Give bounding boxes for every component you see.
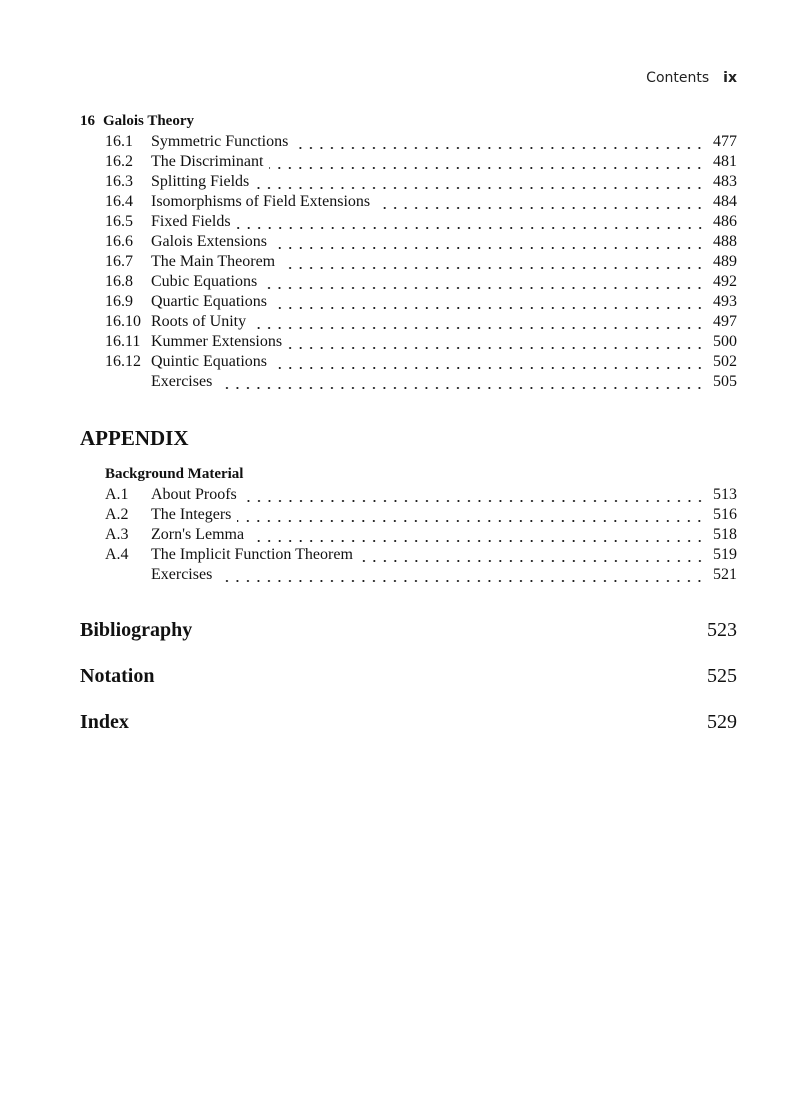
entry-page: 483 — [713, 173, 737, 190]
entry-title: Splitting Fields — [151, 173, 250, 190]
entry-title: Fixed Fields — [151, 213, 231, 230]
toc-entry[interactable] — [105, 372, 737, 392]
entry-page: 497 — [713, 313, 737, 330]
dot-leader — [269, 152, 705, 172]
entry-title: The Discriminant — [151, 153, 264, 170]
entry-number: 16.11 — [105, 333, 141, 350]
toc-entry[interactable] — [105, 545, 737, 565]
entry-page: 502 — [713, 353, 737, 370]
entry-number: 16.3 — [105, 173, 133, 190]
entry-page: 513 — [713, 486, 737, 503]
entry-number: 16.2 — [105, 153, 133, 170]
entry-page: 493 — [713, 293, 737, 310]
entry-page: 500 — [713, 333, 737, 350]
entry-page: 518 — [713, 526, 737, 543]
toc-index[interactable] — [80, 711, 737, 734]
dot-leader — [255, 172, 705, 192]
entry-title: Roots of Unity — [151, 313, 247, 330]
entry-number: 16.7 — [105, 253, 133, 270]
toc-entry[interactable] — [105, 192, 737, 212]
toc-entry[interactable] — [105, 272, 737, 292]
dot-leader — [263, 272, 705, 292]
entry-page: 519 — [713, 546, 737, 563]
dot-leader — [243, 485, 705, 505]
entry-number: 16.9 — [105, 293, 133, 310]
back-matter-title: Bibliography — [80, 619, 193, 641]
running-header — [646, 70, 737, 86]
toc-entry[interactable] — [105, 525, 737, 545]
back-matter-page: 525 — [707, 665, 737, 687]
appendix-heading: APPENDIX — [80, 426, 189, 450]
toc-entry[interactable] — [105, 312, 737, 332]
entry-page: 492 — [713, 273, 737, 290]
entry-number: A.2 — [105, 506, 129, 523]
dot-leader — [273, 232, 705, 252]
entry-number: 16.4 — [105, 193, 133, 210]
toc-notation[interactable] — [80, 665, 737, 688]
entry-number: 16.6 — [105, 233, 133, 250]
toc-entry[interactable] — [105, 152, 737, 172]
entry-number: 16.8 — [105, 273, 133, 290]
toc-entry[interactable] — [105, 565, 737, 585]
entry-title: Exercises — [151, 566, 213, 583]
entry-number: 16.5 — [105, 213, 133, 230]
entry-page: 489 — [713, 253, 737, 270]
entry-page: 481 — [713, 153, 737, 170]
entry-number: 16.1 — [105, 133, 133, 150]
dot-leader — [252, 312, 705, 332]
back-matter-title: Index — [80, 711, 129, 733]
appendix-subheading: Background Material — [105, 466, 244, 482]
toc-entry[interactable] — [105, 172, 737, 192]
entry-title: Cubic Equations — [151, 273, 258, 290]
dot-leader — [273, 352, 705, 372]
back-matter-page: 529 — [707, 711, 737, 733]
dot-leader — [237, 212, 705, 232]
dot-leader — [218, 372, 705, 392]
chapter-title: Galois Theory — [103, 113, 194, 129]
dot-leader — [294, 132, 705, 152]
toc-entry[interactable] — [105, 352, 737, 372]
dot-leader — [250, 525, 705, 545]
entry-title: Quintic Equations — [151, 353, 267, 370]
chapter-number: 16 — [80, 113, 95, 129]
dot-leader — [288, 332, 705, 352]
dot-leader — [218, 565, 705, 585]
toc-entry[interactable] — [105, 485, 737, 505]
entry-title: The Implicit Function Theorem — [151, 546, 353, 563]
entry-page: 484 — [713, 193, 737, 210]
entry-page: 505 — [713, 373, 737, 390]
toc-entry[interactable] — [105, 252, 737, 272]
entry-number: A.4 — [105, 546, 129, 563]
toc-entry[interactable] — [105, 212, 737, 232]
page-number: ix — [723, 70, 737, 86]
entry-title: Zorn's Lemma — [151, 526, 245, 543]
entry-page: 477 — [713, 133, 737, 150]
dot-leader — [359, 545, 705, 565]
entry-title: Isomorphisms of Field Extensions — [151, 193, 371, 210]
entry-number: A.3 — [105, 526, 129, 543]
back-matter-title: Notation — [80, 665, 155, 687]
entry-title: Exercises — [151, 373, 213, 390]
toc-entry[interactable] — [105, 505, 737, 525]
back-matter-page: 523 — [707, 619, 737, 641]
entry-title: Galois Extensions — [151, 233, 267, 250]
toc-entry[interactable] — [105, 132, 737, 152]
entry-number: A.1 — [105, 486, 129, 503]
dot-leader — [376, 192, 705, 212]
toc-entry[interactable] — [105, 292, 737, 312]
toc-entry[interactable] — [105, 232, 737, 252]
dot-leader — [273, 292, 705, 312]
entry-title: Quartic Equations — [151, 293, 267, 310]
toc-bibliography[interactable] — [80, 619, 737, 642]
entry-page: 488 — [713, 233, 737, 250]
entry-title: About Proofs — [151, 486, 237, 503]
entry-title: The Main Theorem — [151, 253, 276, 270]
entry-page: 521 — [713, 566, 737, 583]
entry-number: 16.10 — [105, 313, 141, 330]
entry-page: 486 — [713, 213, 737, 230]
entry-title: Kummer Extensions — [151, 333, 283, 350]
chapter-heading — [80, 113, 194, 130]
dot-leader — [281, 252, 705, 272]
running-header-section: Contents — [646, 70, 710, 86]
entry-page: 516 — [713, 506, 737, 523]
entry-title: Symmetric Functions — [151, 133, 289, 150]
entry-number: 16.12 — [105, 353, 141, 370]
toc-entry[interactable] — [105, 332, 737, 352]
entry-title: The Integers — [151, 506, 232, 523]
dot-leader — [237, 505, 705, 525]
